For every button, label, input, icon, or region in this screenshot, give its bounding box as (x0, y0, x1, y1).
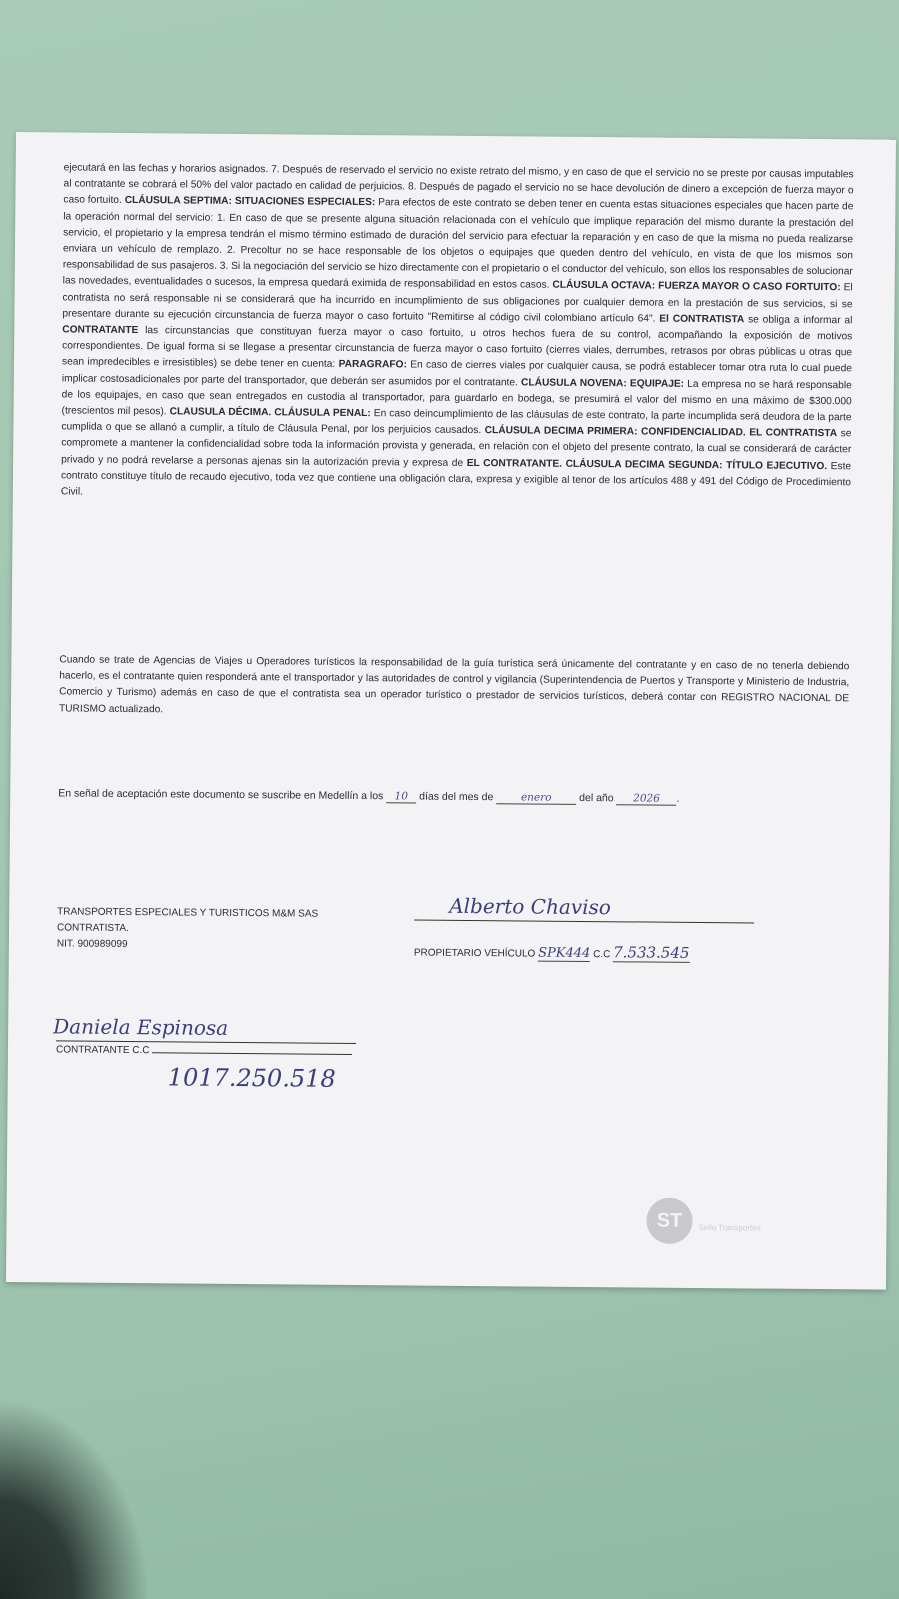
company-nit: NIT. 900989099 (56, 938, 128, 951)
clause-text: Para efectos de este contrato se deben tener en cuenta estas situaciones especiales que hacen parte de la operación normal del servicio: 1. En caso de que se presente alguna situación relacionada con el vehículo que implique reparación del mismo durante la prestación del servicio, el propietario y la empresa tendrán el mismo término estimado de duración del servicio para efectuar la reparación y en caso de que la misma no pueda realizarse enviara un vehículo de remplazo. 2. Precoltur no se hace responsable de los objetos o equipajes que queden dentro del vehículo, en vista de que los mismos son responsabilidad de sus pasajeros. 3. Si la negociación del servicio se hizo directamente con el propietario o el conductor del vehículo, son ellos los responsables de solucionar las novedades, eventualidades o sucesos, la empresa quedará eximida de responsabilidad en estos casos. (62, 197, 854, 292)
company-block (57, 904, 318, 954)
month-field: enero (496, 791, 576, 805)
company-role: CONTRATISTA. (57, 922, 129, 935)
day-field: 10 (386, 790, 416, 803)
owner-signature-line (414, 920, 754, 924)
clause-heading: CLAUSULA DÉCIMA. CLÁUSULA PENAL: (169, 406, 371, 420)
contract-clauses-paragraph (61, 160, 854, 507)
contractor-cc-line (152, 1052, 352, 1055)
year-field: 2026 (616, 792, 676, 806)
contractor-signature-line (56, 1040, 356, 1044)
clause-text: En caso de cierres viales por cualquier causa, se podrá establecer tomar otra ruta lo cual puede implicar costosadicionales por parte del transportador, que deberán ser asumidos por el contratante. (61, 359, 853, 389)
company-name: TRANSPORTES ESPECIALES Y TURISTICOS M&M SAS (57, 906, 319, 920)
owner-label-line: PROPIETARIO VEHÍCULO SPK444 C.C 7.533.545 (413, 943, 690, 962)
contractor-cc-number: 1017.250.518 (167, 1063, 336, 1093)
company-seal-logo: ST (646, 1198, 692, 1244)
clause-heading: CLÁUSULA DECIMA PRIMERA: CONFIDENCIALIDAD. EL CONTRATISTA (484, 425, 838, 440)
clause-heading: PARAGRAFO: (338, 359, 407, 371)
clause-text: Este contrato constituye título de recaudo ejecutivo, toda vez que contiene una obligación clara, expresa y exigible al tenor de los artículos 488 y 491 del Código de Procedimiento Civil. (60, 460, 852, 498)
contractor-signature: Daniela Espinosa (53, 1014, 229, 1040)
clause-text: El contratista no será responsable ni se considerará que ha incurrido en incumplimiento de sus obligaciones por cualquier demora en la prestación de sus servicios, si se presentare durante su ejecución circunstancia de fuerza mayor o caso fortuito "Remitirse al código civil colombiano artículo 64". (62, 282, 853, 325)
clause-text: En caso deincumplimiento de las cláusulas de este contrato, la parte incumplida será deudora de la parte cumplida o que se allanó a cumplir, a título de Cláusula Penal, por los perjuicios causados. (61, 408, 852, 437)
clause-text: se obliga a informar al (744, 314, 853, 327)
contractor-label: CONTRATANTE C.C (56, 1044, 352, 1058)
clause-heading: CLÁUSULA NOVENA: EQUIPAJE: (520, 377, 685, 390)
clause-heading: CLÁUSULA OCTAVA: FUERZA MAYOR O CASO FORTUITO: (552, 280, 841, 294)
clause-heading: EL CONTRATANTE. CLÁUSULA DECIMA SEGUNDA: TÍTULO EJECUTIVO. (466, 457, 828, 472)
owner-signature: Alberto Chaviso (449, 893, 611, 920)
background-shadow (0, 1399, 150, 1599)
vehicle-plate: SPK444 (538, 945, 591, 962)
tour-operator-paragraph: Cuando se trate de Agencias de Viajes u Operadores turísticos la responsabilidad de la guía turística será únicamente del contratante y en caso de no tenerla debiendo hacerlo, es el contratante quien responderá ante el transportador y las autoridades de control y vigilancia (Superintendencia de Puertos y Transporte y Ministerio de Industria, Comercio y Turismo) además en caso de que el contratista sea un operador turístico o prestador de servicios turísticos, deberá contar con REGISTRO NACIONAL DE TURISMO actualizado. (58, 654, 850, 715)
clause-text: ejecutará en las fechas y horarios asignados. 7. Después de reservado el servicio no existe retrato del mismo, y en caso de que el servicio no se preste por causas imputables al contratante se cobrará el 50% del valor pactado en calidad de perjuicios. 8. Después de pagado el servicio no se hace devolución de dinero a excepción de fuerza mayor o caso fortuito. (63, 162, 854, 207)
acceptance-line: En señal de aceptación este documento se suscribe en Medellín a los 10 días del mes de enero del año 2026 . (58, 787, 680, 805)
clause-text: La empresa no se hará responsable de los equipajes, en caso que sean entregados en custodia al transportador, para guardarlo en bodega, se presumirá el valor del mismo en una máximo de $300.000 (trescientos mil pesos). (61, 378, 852, 418)
clause-text: se compromete a mantener la confidencialidad sobre toda la información provista y generada, en relación con el objeto del presente contrato, la cual se considerará de carácter privado y no podrá revelarse a personas ajenas sin la autorización previa y expresa de (61, 428, 852, 469)
contract-page (6, 132, 896, 1290)
seal-caption: Sello Transportes (698, 1222, 761, 1233)
owner-cc-number: 7.533.545 (613, 943, 690, 962)
clause-text: las circunstancias que constituyan fuerza mayor o caso fortuito, u otros hechos fuera de su control, acompañando la exposición de motivos correspondientes. De igual forma si se llegase a presentar circunstancia de fuerza mayor o caso fortuito (cierres viales, derrumbes, retrasos por obras públicas u otras que sean impredecibles e irresistibles) se debe tener en cuenta: (61, 325, 853, 371)
clause-heading: El CONTRATISTA (659, 313, 745, 326)
clause-heading: CONTRATANTE (62, 324, 139, 337)
clause-heading: CLÁUSULA SEPTIMA: SITUACIONES ESPECIALES: (124, 195, 376, 209)
